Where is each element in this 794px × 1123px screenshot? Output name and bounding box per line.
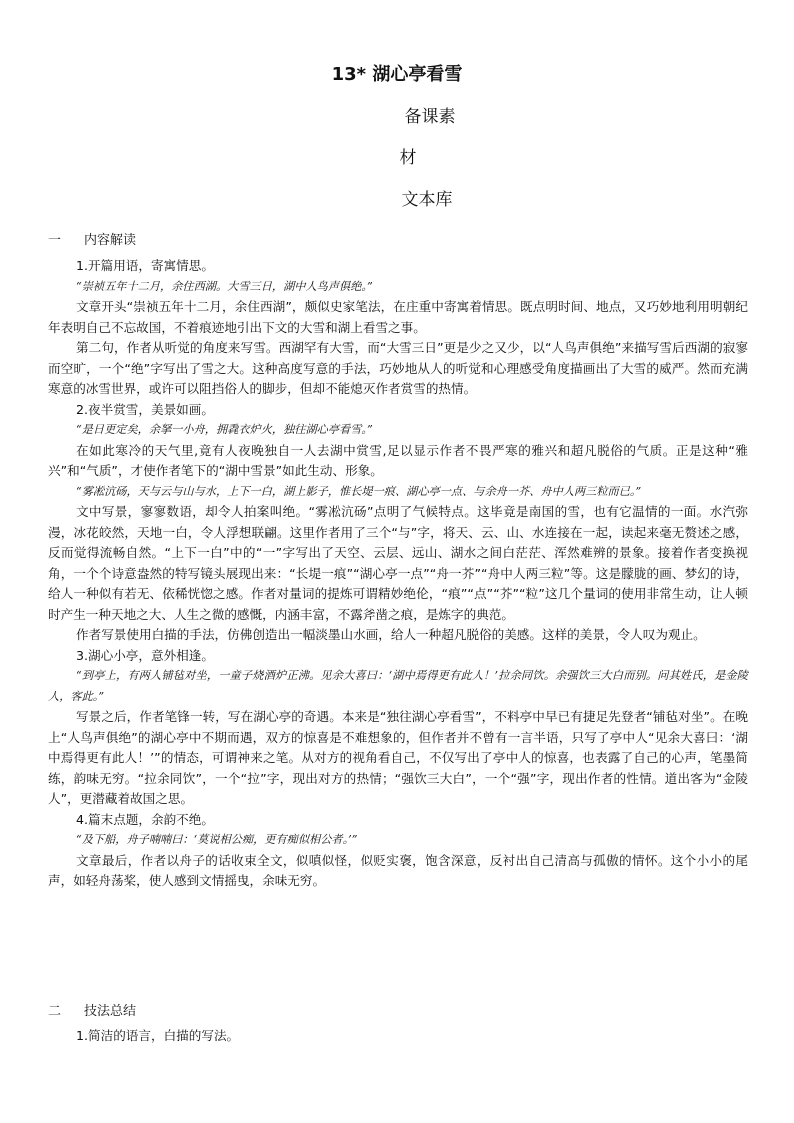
paragraph: 在如此寒冷的天气里,竟有人夜晚独自一人去湖中赏雪,足以显示作者不畏严寒的雅兴和超凡脱俗的气质。正是这种“雅兴”和“气质”，才使作者笔下的“湖中雪景”如此生动、形象。 bbox=[48, 442, 748, 478]
subtitle-line-3: 文本库 bbox=[401, 190, 453, 210]
quote: “到亭上，有两人铺毡对坐，一童子烧酒炉正沸。见余大喜曰：‘湖中焉得更有此人！’拉余同饮。余强饮三大白而别。问其姓氏，是金陵人，客此。” bbox=[48, 669, 748, 703]
paragraph: 作者写景使用白描的手法，仿佛创造出一幅淡墨山水画，给人一种超凡脱俗的美感。这样的美景，令人叹为观止。 bbox=[76, 627, 706, 642]
subtitle-line-2: 材 bbox=[399, 148, 417, 168]
section-number: 二 bbox=[48, 1004, 62, 1019]
section-title: 技法总结 bbox=[84, 1004, 137, 1019]
paragraph: 文章最后，作者以舟子的话收束全文，似嗔似怪，似贬实褒，饱含深意，反衬出自己清高与孤傲的情怀。这个小小的尾声，如轻舟荡桨，使人感到文情摇曳，余味无穷。 bbox=[48, 852, 748, 888]
section-body-content bbox=[48, 256, 748, 892]
quote: “是日更定矣，余拏一小舟，拥毳衣炉火，独往湖心亭看雪。” bbox=[76, 423, 373, 436]
point-heading: 3.湖心小亭，意外相逢。 bbox=[76, 647, 214, 663]
point-heading: 1.开篇用语，寄寓情思。 bbox=[76, 258, 214, 273]
subtitle-line-1: 备课素 bbox=[404, 107, 456, 127]
section-title: 内容解读 bbox=[84, 233, 137, 248]
section-heading-content bbox=[48, 229, 136, 248]
page-title: 13* 湖心亭看雪 bbox=[331, 64, 463, 85]
paragraph: 写景之后，作者笔锋一转，写在湖心亭的奇遇。本来是“独往湖心亭看雪”，不料亭中早已有捷足先登者“铺毡对坐”。在晚上“人鸟声俱绝”的湖心亭中不期而遇，双方的惊喜是不难想象的，但作者并不曾有一言半语，只写了亭中人“见余大喜曰：‘湖中焉得更有此人！’”的情态，可谓神来之笔。从对方的视角看自己，不仅写出了亭中人的惊喜，也表露了自己的心声，笔墨简练，韵味无穷。“拉余同饮”，一个“拉”字，现出对方的热情；“强饮三大白”，一个“强”字，现出作者的性情。道出客为“金陵人”，更潜藏着故国之思。 bbox=[48, 709, 748, 806]
section-body-technique bbox=[48, 1026, 748, 1047]
section-number: 一 bbox=[48, 233, 62, 248]
point-heading: 4.篇末点题，余韵不绝。 bbox=[76, 811, 214, 827]
section-heading-technique bbox=[48, 1000, 136, 1019]
paragraph: 文章开头“崇祯五年十二月，余住西湖”，颇似史家笔法，在庄重中寄寓着情思。既点明时间、地点，又巧妙地利用明朝纪年表明自己不忘故国，不着痕迹地引出下文的大雪和湖上看雪之事。 bbox=[48, 299, 748, 335]
paragraph: 第二句，作者从听觉的角度来写雪。西湖罕有大雪，而“大雪三日”更是少之又少，以“人鸟声俱绝”来描写雪后西湖的寂寥而空旷，一个“绝”字写出了雪之大。这种高度写意的手法，巧妙地从人的听觉和心理感受角度描画出了大雪的威严。然而充满寒意的冰雪世界，或许可以阻挡俗人的脚步，但却不能熄灭作者赏雪的热情。 bbox=[48, 340, 748, 396]
quote: “雾凇沆砀，天与云与山与水，上下一白，湖上影子，惟长堤一痕、湖心亭一点、与余舟一芥、舟中人两三粒而已。” bbox=[76, 484, 642, 498]
point-heading: 2.夜半赏雪，美景如画。 bbox=[76, 401, 214, 417]
point-heading: 1.简洁的语言，白描的写法。 bbox=[76, 1028, 240, 1043]
quote: “崇祯五年十二月，余住西湖。大雪三日，湖中人鸟声俱绝。” bbox=[76, 279, 373, 293]
quote: “及下船，舟子喃喃曰：‘莫说相公痴，更有痴似相公者。’” bbox=[76, 833, 358, 846]
paragraph: 文中写景，寥寥数语，却令人拍案叫绝。“雾凇沆砀”点明了气候特点。这毕竟是南国的雪，也有它温情的一面。水汽弥漫，冰花皎然，天地一白，令人浮想联翩。这里作者用了三个“与”字，将天、云、山、水连接在一起，读起来毫无赘述之感，反而觉得流畅自然。“上下一白”中的“一”字写出了天空、云层、远山、湖水之间白茫茫、浑然难辨的景象。接着作者变换视角，一个个诗意盎然的特写镜头展现出来：“长堤一痕”“湖心亭一点”“舟一芥”“舟中人两三粒”等。这是朦胧的画、梦幻的诗，给人一种似有若无、依稀恍惚之感。作者对量词的提炼可谓精妙绝伦，“痕”“点”“芥”“粒”这几个量词的使用非常生动，让人顿时产生一种天地之大、人生之微的感慨，内涵丰富，不露斧凿之痕，是炼字的典范。 bbox=[48, 504, 748, 622]
